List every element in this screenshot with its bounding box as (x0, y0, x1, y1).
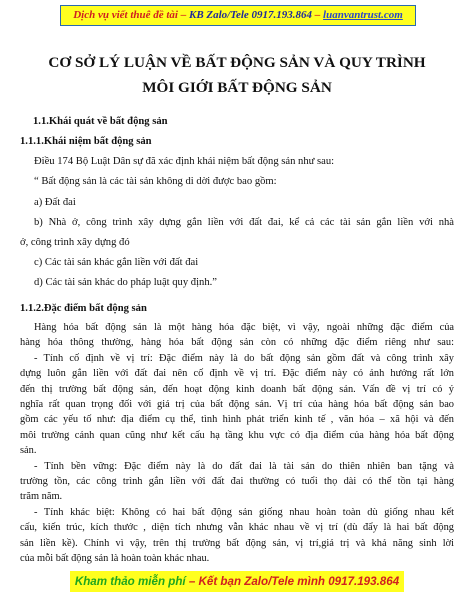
section-heading-1-1-1: 1.1.1.Khái niệm bất động sản (20, 136, 152, 147)
paragraph-line: hàng hóa thông thường, hàng hóa bất động sản còn có những đặc điểm riêng như sau: (20, 337, 454, 348)
paragraph-line: sản liền kề). Chính vì vậy, trên thị trường bất động sản, vị trí,giá trị và khả năng sinh lời (20, 538, 454, 549)
paragraph-line: dựng luôn gắn liền với đất đai nên cố định về vị trí. Đặc điểm này có ảnh hưởng rất lớn (20, 368, 454, 379)
section-heading-1-1: 1.1.Khái quát về bất động sản (33, 116, 168, 127)
banner-contact-text: KB Zalo/Tele 0917.193.864 (188, 9, 313, 21)
paragraph-line: môi trường cảnh quan cũng như kết cấu hạ tầng khu vực có địa điểm của hàng hóa bất động (20, 430, 454, 441)
paragraph-line: - Tính bền vững: Đặc điểm này là do đất đai là tài sản do thiên nhiên ban tặng và (34, 461, 454, 472)
paragraph-line: trăm năm. (20, 491, 63, 502)
banner-service-text: Dịch vụ viết thuê đề tài (73, 9, 178, 21)
paragraph-line: - Tính khác biệt: Không có hai bất động sản giống nhau hoàn toàn dù giống nhau kết (34, 507, 454, 518)
list-item-continuation: ở, công trình xây dựng đó (20, 237, 130, 248)
paragraph-line: đến thị trường bất động sản, đến hoạt động kinh doanh bất động sản. Vấn đề vị trí có ý (20, 384, 454, 395)
paragraph-line: sản. (20, 445, 37, 456)
paragraph-line: nghĩa rất quan trọng đối với giá trị của bất động sản. Vị trí của hàng hóa bất động sản bao (20, 399, 454, 410)
section-heading-1-1-2: 1.1.2.Đặc điểm bất động sản (20, 303, 147, 314)
paragraph-line: Điều 174 Bộ Luật Dân sự đã xác định khái niệm bất động sản như sau: (34, 156, 335, 167)
page-title-line-2: MÔI GIỚI BẤT ĐỘNG SẢN (142, 79, 332, 96)
paragraph-line: của mỗi bất động sản là hoàn toàn khác nhau. (20, 553, 210, 564)
paragraph-line: - Tính cố định về vị trí: Đặc điểm này là do bất động sản gồm đất và công trình xây (34, 353, 454, 364)
list-item: b) Nhà ở, công trình xây dựng gắn liền với đất đai, kể cả các tài sản gắn liền với nhà (34, 217, 454, 228)
paragraph-line: trường tồn, các công trình gắn liền với đất đai thường có tuổi thọ dài có thể tồn tại hàng (20, 476, 454, 487)
paragraph-line: gồm các yếu tố như: địa điểm cụ thể, tình hình phát triển kinh tế , văn hóa – xã hội và đến (20, 414, 454, 425)
top-service-banner[interactable]: Dịch vụ viết thuê đề tài – KB Zalo/Tele 0917.193.864 – luanvantrust.com (60, 5, 416, 26)
paragraph-line: Hàng hóa bất động sản là một hàng hóa đặc biệt, vì vậy, ngoài những đặc điểm của (34, 322, 454, 333)
list-item: d) Các tài sản khác do pháp luật quy định.” (34, 277, 217, 288)
free-reference-text: Kham thảo miễn phí (74, 575, 186, 588)
list-item: a) Đất đai (34, 197, 76, 208)
bottom-contact-banner[interactable]: Kham thảo miễn phí – Kết bạn Zalo/Tele mình 0917.193.864 (70, 571, 404, 592)
paragraph-line: “ Bất động sản là các tài sản không di dời được bao gồm: (34, 176, 277, 187)
page-title-line-1: CƠ SỞ LÝ LUẬN VỀ BẤT ĐỘNG SẢN VÀ QUY TRÌNH (48, 54, 426, 71)
list-item: c) Các tài sản khác gắn liền với đất đai (34, 257, 199, 268)
contact-zalo-text: Kết bạn Zalo/Tele mình 0917.193.864 (198, 575, 400, 588)
paragraph-line: cấu, kiến trúc, kích thước , diện tích nhưng vẫn khác nhau về vị trí (dù đẩy là hai bất động (20, 522, 454, 533)
banner-website-link[interactable]: luanvantrust.com (323, 9, 403, 21)
